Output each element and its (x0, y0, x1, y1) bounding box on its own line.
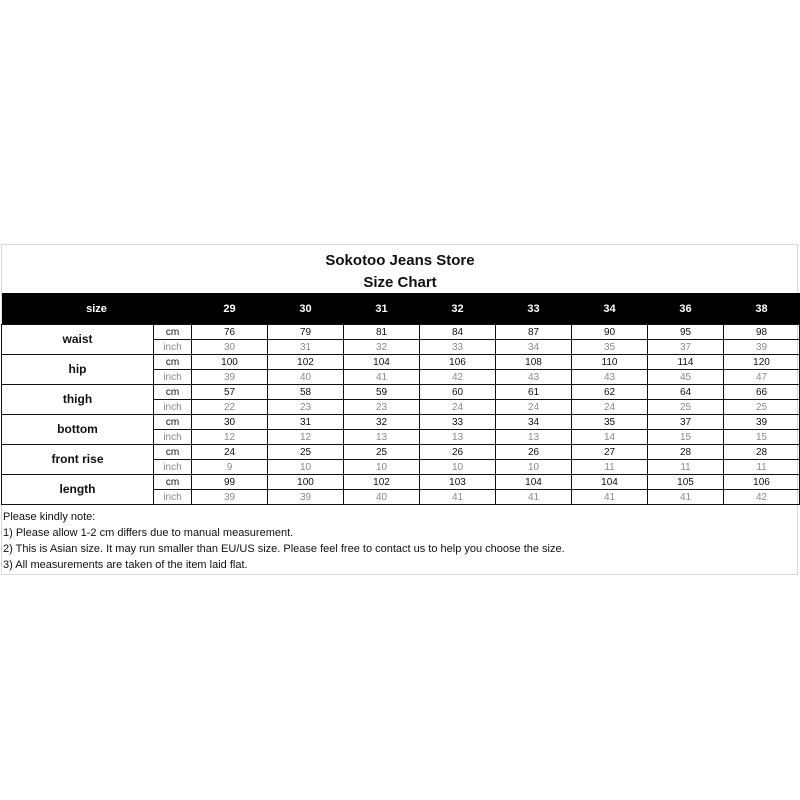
size-table-body (2, 325, 800, 505)
table-cell: 40 (344, 490, 420, 505)
note-line: 3) All measurements are taken of the item laid flat. (3, 559, 248, 571)
table-cell: 25 (724, 400, 800, 415)
table-cell: 43 (496, 370, 572, 385)
table-cell: 60 (420, 385, 496, 400)
measure-label: front rise (2, 445, 154, 475)
table-cell: 79 (268, 325, 344, 340)
table-cell: 23 (268, 400, 344, 415)
notes (3, 509, 565, 573)
table-cell: 11 (648, 460, 724, 475)
table-cell: 98 (724, 325, 800, 340)
table-cell: 34 (496, 415, 572, 430)
size-header-row (2, 293, 800, 325)
table-cell: 22 (192, 400, 268, 415)
table-cell: 87 (496, 325, 572, 340)
size-header-32: 32 (420, 293, 496, 325)
table-cell: 10 (420, 460, 496, 475)
table-cell: 59 (344, 385, 420, 400)
unit-label: cm (154, 475, 192, 490)
table-cell: 34 (496, 340, 572, 355)
table-cell: 104 (344, 355, 420, 370)
table-cell: 23 (344, 400, 420, 415)
table-cell: 120 (724, 355, 800, 370)
note-line: 1) Please allow 1-2 cm differs due to manual measurement. (3, 527, 294, 539)
table-cell: 30 (192, 415, 268, 430)
table-cell: 106 (724, 475, 800, 490)
unit-label: cm (154, 415, 192, 430)
table-cell: 99 (192, 475, 268, 490)
table-cell: 64 (648, 385, 724, 400)
table-cell: 39 (268, 490, 344, 505)
table-cell: 62 (572, 385, 648, 400)
table-cell: 12 (268, 430, 344, 445)
table-row (2, 325, 800, 340)
size-header-label: size (2, 293, 192, 325)
table-cell: 13 (496, 430, 572, 445)
size-header-33: 33 (496, 293, 572, 325)
table-cell: 26 (496, 445, 572, 460)
table-cell: 47 (724, 370, 800, 385)
unit-label: cm (154, 445, 192, 460)
table-cell: 39 (192, 370, 268, 385)
table-cell: 25 (344, 445, 420, 460)
table-cell: 13 (420, 430, 496, 445)
chart-subtitle: Size Chart (363, 274, 437, 291)
table-cell: 32 (344, 415, 420, 430)
table-row (2, 475, 800, 490)
table-row (2, 385, 800, 400)
table-cell: 76 (192, 325, 268, 340)
table-cell: 28 (648, 445, 724, 460)
table-cell: 42 (420, 370, 496, 385)
table-cell: 35 (572, 415, 648, 430)
table-cell: 12 (192, 430, 268, 445)
table-cell: 33 (420, 415, 496, 430)
table-row (2, 445, 800, 460)
table-cell: 43 (572, 370, 648, 385)
store-title: Sokotoo Jeans Store (325, 252, 475, 269)
unit-label: inch (154, 490, 192, 505)
table-row (2, 415, 800, 430)
table-cell: 11 (724, 460, 800, 475)
table-cell: 102 (344, 475, 420, 490)
table-cell: 13 (344, 430, 420, 445)
table-cell: 114 (648, 355, 724, 370)
measure-label: waist (2, 325, 154, 355)
table-cell: 90 (572, 325, 648, 340)
table-cell: 41 (420, 490, 496, 505)
table-cell: 39 (192, 490, 268, 505)
table-cell: 106 (420, 355, 496, 370)
unit-label: cm (154, 355, 192, 370)
table-cell: 25 (268, 445, 344, 460)
table-cell: 10 (496, 460, 572, 475)
table-cell: 66 (724, 385, 800, 400)
size-header-38: 38 (724, 293, 800, 325)
unit-label: inch (154, 340, 192, 355)
table-cell: 95 (648, 325, 724, 340)
table-cell: 84 (420, 325, 496, 340)
measure-label: thigh (2, 385, 154, 415)
note-line: 2) This is Asian size. It may run smaller than EU/US size. Please feel free to contact us to help you choose the size. (3, 543, 565, 555)
table-cell: 105 (648, 475, 724, 490)
table-cell: 10 (268, 460, 344, 475)
table-cell: 42 (724, 490, 800, 505)
unit-label: inch (154, 430, 192, 445)
table-cell: 45 (648, 370, 724, 385)
size-header-30: 30 (268, 293, 344, 325)
table-cell: 37 (648, 415, 724, 430)
table-cell: 27 (572, 445, 648, 460)
size-table (1, 293, 800, 505)
table-cell: 33 (420, 340, 496, 355)
title-block (0, 250, 800, 294)
table-cell: 24 (572, 400, 648, 415)
table-cell: 102 (268, 355, 344, 370)
table-cell: 28 (724, 445, 800, 460)
table-cell: 30 (192, 340, 268, 355)
table-cell: 9 (192, 460, 268, 475)
size-header-29: 29 (192, 293, 268, 325)
table-cell: 108 (496, 355, 572, 370)
unit-label: inch (154, 460, 192, 475)
table-cell: 24 (420, 400, 496, 415)
table-cell: 24 (192, 445, 268, 460)
table-cell: 31 (268, 340, 344, 355)
table-cell: 58 (268, 385, 344, 400)
table-row (2, 355, 800, 370)
table-cell: 31 (268, 415, 344, 430)
notes-heading: Please kindly note: (3, 511, 96, 523)
table-cell: 41 (344, 370, 420, 385)
table-cell: 35 (572, 340, 648, 355)
table-cell: 26 (420, 445, 496, 460)
table-cell: 25 (648, 400, 724, 415)
table-cell: 10 (344, 460, 420, 475)
unit-label: inch (154, 370, 192, 385)
unit-label: cm (154, 385, 192, 400)
size-header-34: 34 (572, 293, 648, 325)
size-header-36: 36 (648, 293, 724, 325)
table-cell: 24 (496, 400, 572, 415)
table-cell: 14 (572, 430, 648, 445)
table-cell: 41 (648, 490, 724, 505)
table-cell: 37 (648, 340, 724, 355)
table-cell: 104 (572, 475, 648, 490)
table-cell: 15 (724, 430, 800, 445)
table-cell: 100 (192, 355, 268, 370)
table-cell: 110 (572, 355, 648, 370)
table-cell: 11 (572, 460, 648, 475)
table-cell: 41 (572, 490, 648, 505)
table-cell: 40 (268, 370, 344, 385)
table-cell: 104 (496, 475, 572, 490)
measure-label: hip (2, 355, 154, 385)
table-cell: 61 (496, 385, 572, 400)
table-cell: 100 (268, 475, 344, 490)
table-cell: 41 (496, 490, 572, 505)
table-cell: 32 (344, 340, 420, 355)
table-cell: 39 (724, 415, 800, 430)
size-header-31: 31 (344, 293, 420, 325)
measure-label: bottom (2, 415, 154, 445)
table-cell: 39 (724, 340, 800, 355)
table-cell: 15 (648, 430, 724, 445)
table-cell: 103 (420, 475, 496, 490)
table-cell: 81 (344, 325, 420, 340)
unit-label: inch (154, 400, 192, 415)
measure-label: length (2, 475, 154, 505)
table-cell: 57 (192, 385, 268, 400)
unit-label: cm (154, 325, 192, 340)
